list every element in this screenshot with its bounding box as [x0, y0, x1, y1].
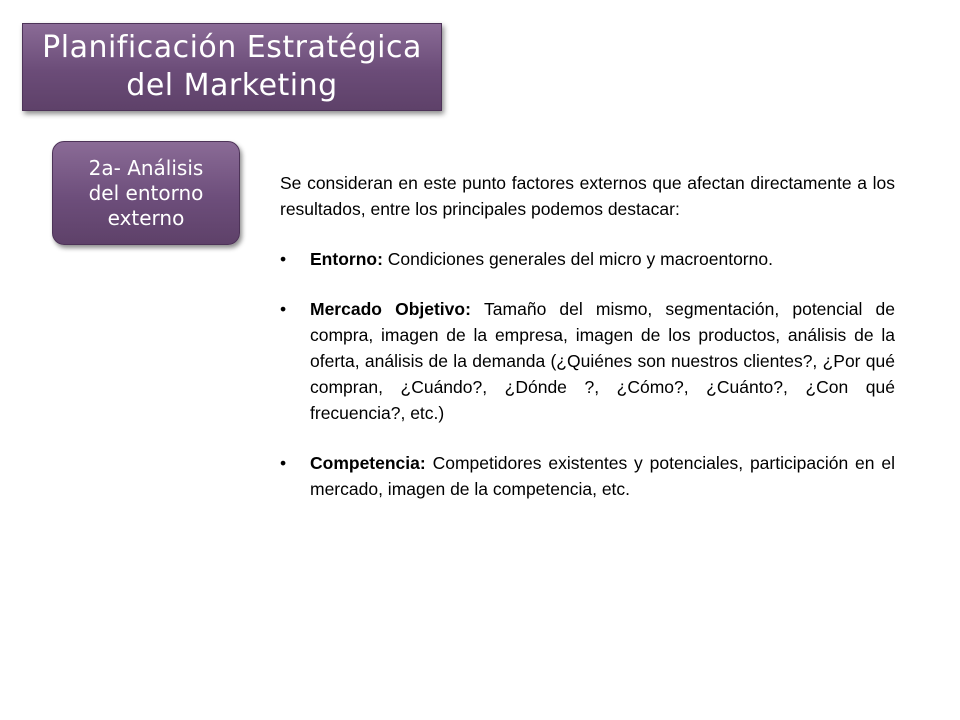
item-text: Tamaño del mismo, segmentación, potencial de compra, imagen de la empresa, imagen de los productos, análisis de la oferta, análisis de la demanda (¿Quiénes son nuestros clientes?, ¿Por qué compran, ¿Cuándo?, ¿Dónde ?, ¿Cómo?, ¿Cuánto?, ¿Con qué frecuencia?, etc.): [310, 299, 895, 423]
list-item-entorno: [280, 246, 895, 272]
section-label-line-3: externo: [107, 205, 185, 230]
section-label-line-2: del entorno: [88, 180, 204, 205]
title-line-1: Planificación Estratégica: [42, 30, 422, 65]
factor-list: [280, 246, 895, 502]
title-line-2: del Marketing: [126, 68, 338, 103]
item-term: Mercado Objetivo:: [310, 299, 485, 319]
item-text: Condiciones generales del micro y macroentorno.: [387, 249, 773, 269]
page-title: [22, 23, 442, 111]
bullet-icon: •: [280, 453, 287, 473]
intro-paragraph: Se consideran en este punto factores externos que afectan directamente a los resultados, entre los principales podemos destacar:: [280, 173, 895, 219]
item-term: Competencia:: [310, 453, 433, 473]
list-item-mercado-objetivo: [280, 296, 895, 426]
section-label-line-1: 2a- Análisis: [88, 155, 204, 180]
content-body: [280, 170, 895, 526]
bullet-icon: •: [280, 299, 287, 319]
item-text: Competidores existentes y potenciales, participación en el mercado, imagen de la competencia, etc.: [310, 453, 896, 499]
section-label: [52, 141, 240, 245]
bullet-icon: •: [280, 249, 287, 269]
item-term: Entorno:: [310, 249, 388, 269]
list-item-competencia: [280, 450, 895, 502]
